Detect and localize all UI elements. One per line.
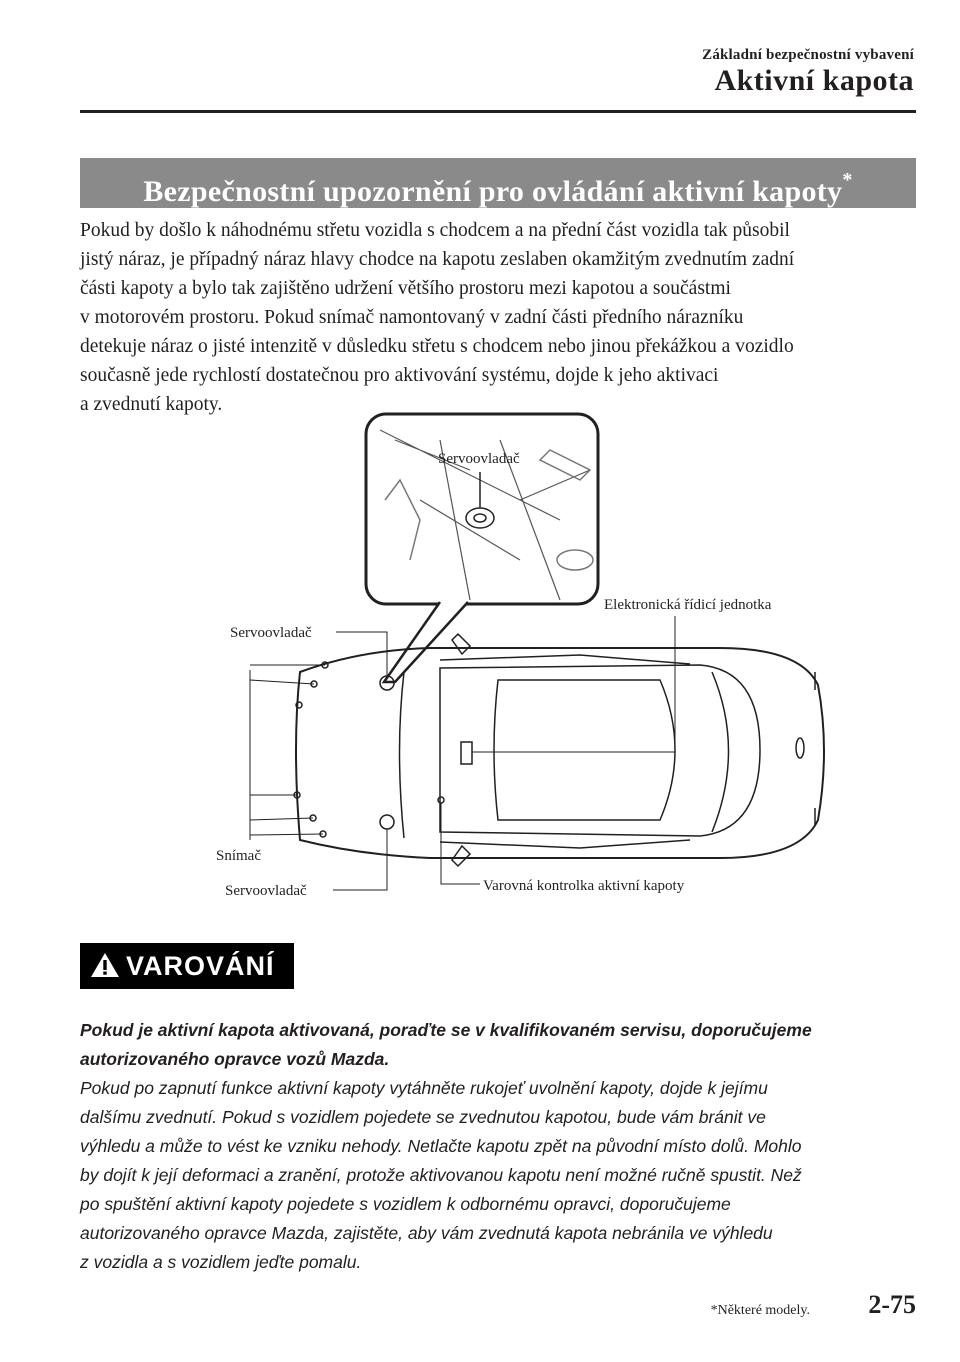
inset-label: Servoovladač bbox=[438, 451, 520, 467]
warning-line: Pokud po zapnutí funkce aktivní kapoty vytáhněte rukojeť uvolnění kapoty, dojde k jejímu bbox=[80, 1078, 768, 1098]
actuator-bottom bbox=[380, 815, 394, 829]
ecu-label: Elektronická řídicí jednotka bbox=[604, 597, 772, 613]
warning-bold-line: Pokud je aktivní kapota aktivovaná, poraďte se v kvalifikovaném servisu, doporučujeme bbox=[80, 1020, 812, 1040]
intro-line: detekuje náraz o jisté intenzitě v důsledku střetu s chodcem nebo jinou překážkou a vozidlo bbox=[80, 336, 794, 357]
warning-line: dalšímu zvednutí. Pokud s vozidlem pojedete se zvednutou kapotou, bude vám bránit ve bbox=[80, 1107, 766, 1127]
warning-title: VAROVÁNÍ bbox=[126, 951, 275, 981]
warning-label bbox=[80, 943, 294, 989]
section-title: Základní bezpečnostní vybavení bbox=[702, 47, 914, 63]
warning-light-dot bbox=[438, 797, 444, 803]
intro-line: současně jede rychlostí dostatečnou pro aktivování systému, dojde k jeho aktivaci bbox=[80, 365, 719, 386]
banner-title: Bezpečnostní upozornění pro ovládání aktivní kapoty bbox=[143, 175, 843, 208]
intro-line: jistý náraz, je případný náraz hlavy chodce na kapotu zeslaben okamžitým zvednutím zadní bbox=[80, 249, 795, 270]
page-number: 2-75 bbox=[868, 1290, 916, 1319]
warning-line: autorizovaného opravce Mazda, zajistěte, aby vám zvednutá kapota nebránila ve výhledu bbox=[80, 1223, 773, 1243]
warning-bold-line: autorizovaného opravce vozů Mazda. bbox=[80, 1049, 390, 1069]
chapter-title: Aktivní kapota bbox=[714, 64, 914, 97]
engine-bay-inset bbox=[366, 414, 598, 604]
intro-line: části kapoty a bylo tak zajištěno udržení většího prostoru mezi kapotou a součástmi bbox=[80, 278, 731, 299]
actuator-label-top: Servoovladač bbox=[230, 625, 312, 641]
banner-asterisk: * bbox=[842, 169, 853, 191]
warning-light-label: Varovná kontrolka aktivní kapoty bbox=[483, 878, 685, 894]
actuator-label-bottom: Servoovladač bbox=[225, 883, 307, 899]
header-rule bbox=[80, 110, 916, 113]
inset-pointer bbox=[384, 602, 468, 682]
warning-line: výhledu a může to vést ke vzniku nehody. Netlačte kapotu zpět na původní místo dolů. Mohlo bbox=[80, 1136, 802, 1156]
section-banner bbox=[80, 158, 916, 208]
ecu-box bbox=[461, 742, 472, 764]
warning-triangle-icon bbox=[90, 951, 120, 979]
warning-line: z vozidla a s vozidlem jeďte pomalu. bbox=[80, 1252, 362, 1272]
sensor-label: Snímač bbox=[216, 848, 261, 864]
warning-text bbox=[80, 1016, 930, 1277]
intro-line: v motorovém prostoru. Pokud snímač namontovaný v zadní části předního nárazníku bbox=[80, 307, 744, 328]
intro-line: a zvednutí kapoty. bbox=[80, 394, 223, 415]
car-outline bbox=[296, 634, 824, 866]
footnote: *Některé modely. bbox=[710, 1303, 810, 1318]
intro-line: Pokud by došlo k náhodnému střetu vozidla s chodcem a na přední část vozidla tak působil bbox=[80, 220, 790, 241]
intro-paragraph bbox=[80, 216, 920, 419]
warning-line: po spuštění aktivní kapoty pojedete s vozidlem k odbornému opravci, doporučujeme bbox=[80, 1194, 731, 1214]
warning-line: by dojít k její deformaci a zranění, protože aktivovanou kapotu není možné ručně spustit. Než bbox=[80, 1165, 802, 1185]
car-diagram bbox=[200, 410, 840, 910]
